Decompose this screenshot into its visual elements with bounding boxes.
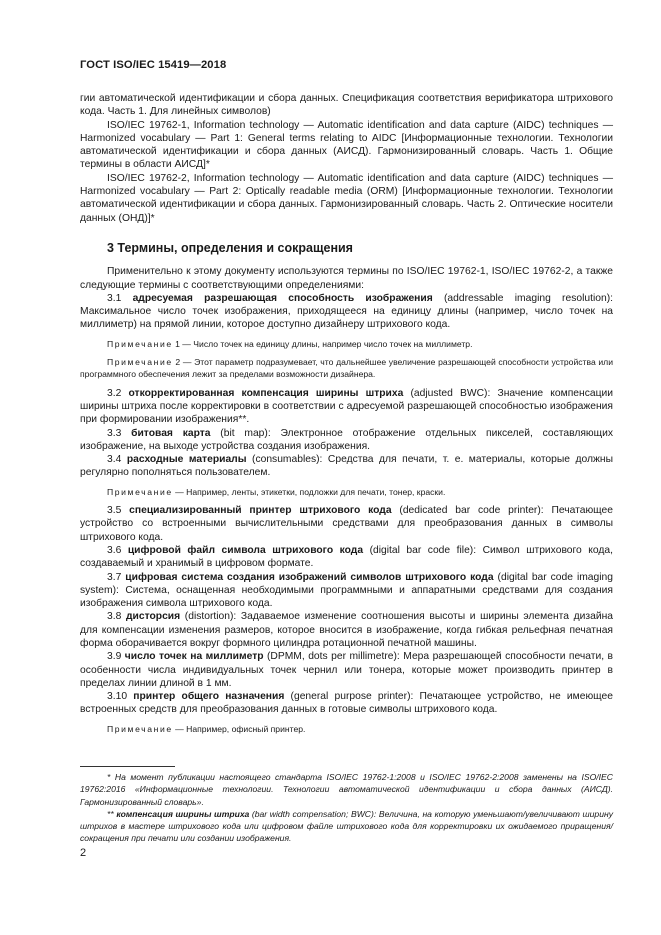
note-text: — Например, офисный принтер.	[172, 723, 306, 734]
note-text: 2 — Этот параметр подразумевает, что дальнейшее увеличение разрешающей способности устройства или программного обеспечения лежит за пределами возможности дизайнера.	[80, 357, 613, 380]
note-2	[80, 356, 613, 381]
term-name: цифровой файл символа штрихового кода	[127, 544, 364, 556]
term-number: 3.2	[107, 387, 122, 399]
footnote-2	[80, 808, 613, 845]
reference-19762-1: ISO/IEC 19762-1, Information technology — Automatic identification and data capture (AIDC) techniques — Harmonized vocabulary — Part 1: General terms relating to AIDC [Информационные технологии. Технологии автоматической идентификации и сбора данных (АИСД). Гармонизированный словарь. Часть 1. Общие термины в области АИСД]*	[80, 119, 613, 171]
note-label: Примечание	[107, 357, 173, 368]
section-title: 3 Термины, определения и сокращения	[107, 240, 353, 255]
term-3-6	[80, 544, 613, 571]
reference-19762-2: ISO/IEC 19762-2, Information technology — Automatic identification and data capture (AIDC) techniques — Harmonized vocabulary — Part 2: Optically readable media (ORM) [Информационные технологии. Технологии автоматической идентификации и сбора данных. Гармонизированный словарь. Часть 2. Оптические носители данных (ОНД)]*	[80, 172, 613, 224]
term-3-1	[80, 292, 613, 332]
note-label: Примечание	[107, 723, 173, 734]
footnote-1: * На момент публикации настоящего стандарта ISO/IEC 19762-1:2008 и ISO/IEC 19762-2:2008 заменены на ISO/IEC 19762:2016 «Информационные технологии. Технологии автоматической идентификации и сбора данных (АИСД). Гармонизированный словарь».	[80, 772, 613, 807]
term-3-4	[80, 453, 613, 480]
term-name: откорректированная компенсация ширины штриха	[128, 387, 404, 399]
term-number: 3.4	[107, 454, 122, 466]
page-number: 2	[80, 847, 87, 859]
footnote-term: компенсация ширины штриха	[116, 808, 250, 819]
term-number: 3.8	[107, 611, 122, 623]
note-1	[80, 338, 613, 350]
term-name: цифровая система создания изображений символов штрихового кода	[125, 571, 494, 583]
term-definition: (adjusted BWC): Значение компенсации ширины штриха после корректировки в соответствии с адресуемой разрешающей способностью изображения при формировании изображения**.	[80, 387, 613, 426]
term-definition: (digital bar code imaging system): Система, оснащенная необходимыми программными и аппаратными средствами для создания изображения символа штрихового кода.	[80, 571, 613, 610]
term-3-5	[80, 504, 613, 544]
term-definition: (dedicated bar code printer): Печатающее устройство со встроенными вычислительными средствами для преобразования данных в символы штрихового кода.	[80, 505, 613, 543]
note-text: 1 — Число точек на единицу длины, например число точек на миллиметр.	[172, 338, 473, 349]
term-3-8	[80, 610, 613, 650]
note-label: Примечание	[107, 338, 173, 349]
term-definition: (distortion): Задаваемое изменение соотношения высоты и ширины элемента дизайна для компенсации изменения размеров, которое вносится в изображение, когда гибкая рельефная печатная форма оборачивается вокруг формного цилиндра ротационной печатной машины.	[80, 611, 613, 649]
note-3	[80, 486, 613, 498]
term-name: специализированный принтер штрихового кода	[129, 505, 392, 517]
term-number: 3.9	[107, 651, 122, 663]
term-name: битовая карта	[131, 427, 211, 439]
note-text: — Например, ленты, этикетки, подложки для печати, тонер, краски.	[172, 486, 446, 497]
term-3-2	[80, 387, 613, 427]
term-name: число точек на миллиметр	[124, 651, 264, 663]
term-definition: (consumables): Средства для печати, т. е. материалы, которые должны регулярно пополняться пользователем.	[80, 454, 613, 479]
term-name: принтер общего назначения	[133, 691, 285, 703]
term-number: 3.10	[107, 691, 128, 703]
footnote-definition: (bar width compensation; BWC): Величина, на которую уменьшают/увеличивают ширину штрихов в мастере штрихового кода или цифровом файле штрихового кода для корректировки их ожидаемого приращения/сокращения при печати или создании изображения.	[80, 808, 613, 844]
footnote-separator	[80, 766, 175, 767]
term-name: адресуемая разрешающая способность изображения	[132, 292, 433, 304]
term-number: 3.3	[107, 427, 122, 439]
term-name: расходные материалы	[126, 454, 247, 466]
term-name: дисторсия	[125, 611, 181, 623]
term-definition: (digital bar code file): Символ штрихового кода, создаваемый и хранимый в цифровом формате.	[80, 544, 614, 570]
term-3-7	[80, 571, 613, 611]
term-definition: (bit map): Электронное отображение отдельных пикселей, составляющих изображение, на выходе устройства создания изображения.	[80, 427, 613, 452]
term-definition: (general purpose printer): Печатающее устройство, не имеющее встроенных средств для преобразования данных в готовые символы штрихового кода.	[80, 691, 613, 716]
term-number: 3.1	[107, 292, 122, 304]
term-3-9	[80, 650, 613, 690]
document-header: ГОСТ ISO/IEC 15419—2018	[80, 59, 227, 71]
note-4	[80, 723, 613, 735]
document-body	[80, 92, 613, 741]
footnote-mark: **	[107, 808, 117, 819]
term-definition: (addressable imaging resolution): Максимальное число точек изображения, приходящееся на единицу длины (например, число точек на миллиметр) на прямой линии, которое доступно дизайнеру штрихового кода.	[80, 292, 613, 331]
section-intro: Применительно к этому документу используются термины по ISO/IEC 19762-1, ISO/IEC 19762-2, а также следующие термины с соответствующими определениями:	[80, 266, 613, 291]
term-number: 3.7	[107, 571, 122, 583]
term-number: 3.5	[107, 505, 122, 517]
note-label: Примечание	[107, 486, 173, 497]
term-3-3	[80, 427, 613, 454]
reference-continuation: гии автоматической идентификации и сбора данных. Спецификация соответствия верификатора штрихового кода. Часть 1. Для линейных символов)	[80, 93, 613, 118]
term-number: 3.6	[107, 544, 122, 556]
term-3-10	[80, 690, 613, 717]
footnotes	[80, 771, 613, 845]
term-definition: (DPMM, dots per millimetre): Мера разрешающей способности печати, в особенности числа индивидуальных точек чернил или тонера, которые может производить принтер в пределах линии длиной в 1 мм.	[80, 651, 613, 689]
